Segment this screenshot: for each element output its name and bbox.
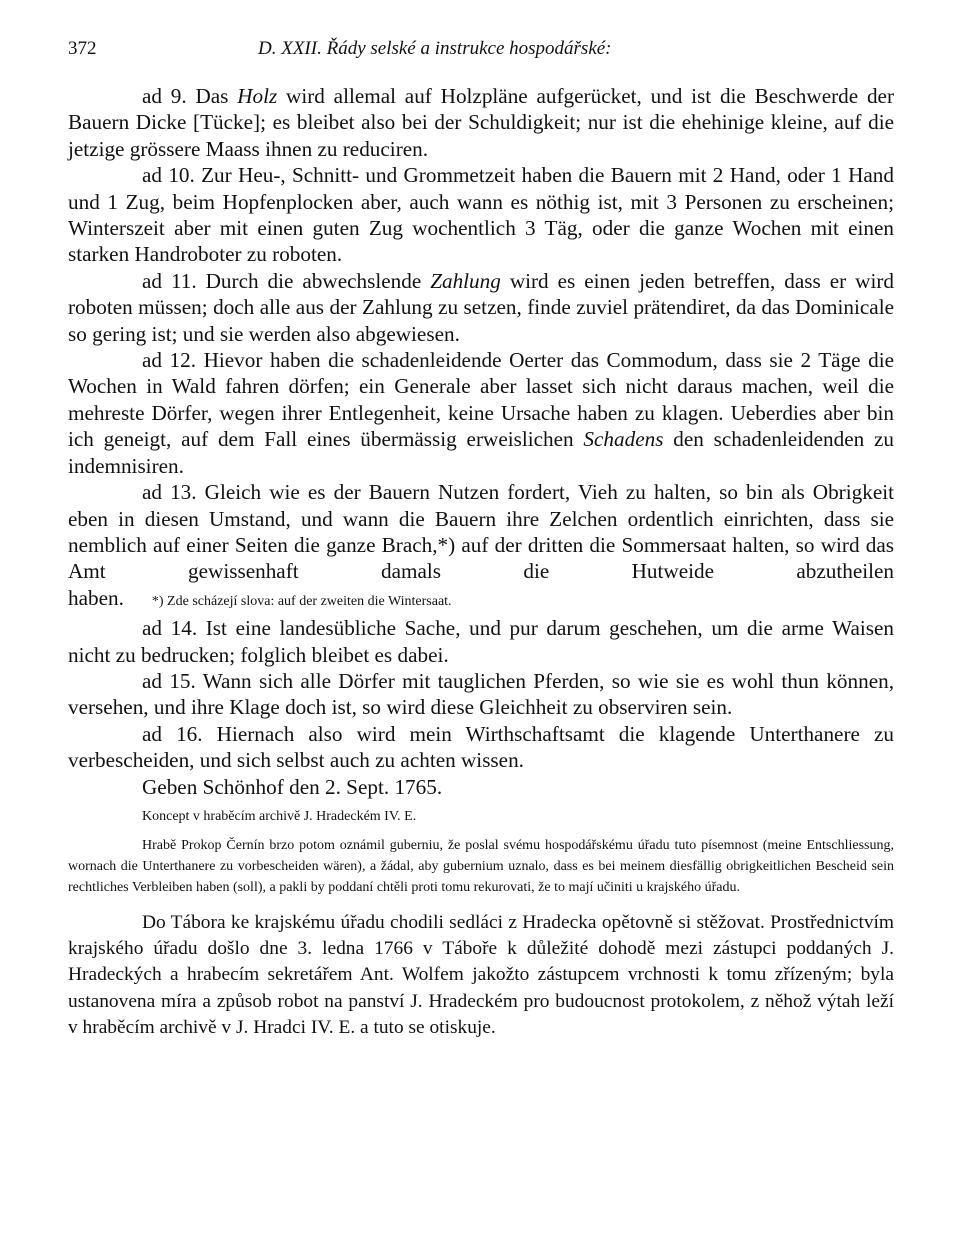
main-text bbox=[68, 83, 894, 800]
source-note: Koncept v hraběcím archivě J. Hradeckém IV. E. bbox=[142, 808, 417, 824]
paragraph-text: ad 12. Hievor haben die schadenleidende Oerter das Commodum, dass sie 2 Täge die Wochen in Wald fahren dörfen; ein Generale aber lasset sich nicht daraus machen, weil die mehreste Dörfer, wegen ihrer Entlegenheit, keine Ursache haben zu klagen. Ueberdies aber bin ich geneigt, auf dem Fall eines übermässig erweislichen bbox=[68, 348, 894, 452]
paragraph-text: wird es einen jeden betreffen, dass er wird roboten müssen; doch alle aus der Zahlung zu setzen, finde zuviel prätendiret, da das Dominicale so gering ist; und sie werden also abgewiesen. bbox=[68, 268, 894, 346]
paragraph-text: wird allemal auf Holzpläne aufgerücket, und ist die Beschwerde der Bauern Dicke [Tücke]; es bleibet also bei der Schuldigkeit; nur ist die ehehinige kleine, auf die jetzige grössere Maass ihnen zu reduciren. bbox=[68, 84, 895, 161]
paragraph-ad-11 bbox=[68, 268, 894, 347]
paragraph-text: ad 13. Gleich wie es der Bauern Nutzen fordert, Vieh zu halten, so bin als Obrigkeit eben in diesen Umstand, und wann die Bauern ihre Zelchen ordentlich einrichten, dass sie nemblich auf einer Seiten die ganze Brach,*) auf der dritten die Sommersaat halten, so wird das Amt gewissenhaft damals die Hutweide abzutheilen haben. bbox=[68, 480, 894, 610]
closing-paragraph: Do Tábora ke krajskému úřadu chodili sedláci z Hradecka opětovně si stěžovat. Prostřednictvím krajského úřadu došlo dne 3. ledna 1766 v Táboře k důležité dohodě mezi zástupci poddaných J. Hradeckých a hrabecím sekretářem Ant. Wolfem jakožto zástupcem vrchnosti k tomu zřízeným; byla ustanovena míra a způsob robot na panství J. Hradeckém pro budoucnost protokolem, z něhož výtah leží v hraběcím archivě v J. Hradci IV. E. a tuto se otiskuje. bbox=[68, 911, 894, 1038]
paragraph-ad-16: ad 16. Hiernach also wird mein Wirthschaftsamt die klagende Unterthanere zu verbescheiden, und sich selbst auch zu achten wissen. bbox=[68, 721, 894, 773]
footnote: *) Zde scházejí slova: auf der zweiten die Wintersaat. bbox=[151, 593, 452, 609]
editorial-comment: Hrabě Prokop Černín brzo potom oznámil guberniu, že poslal svému hospodářskému úřadu tuto písemnost (meine Entschliessung, wornach die Unterthanere zu vorbescheiden wären), a žádal, aby gubernium uznalo, dass es bei meinem diesfällig obrigkeitlichen Bescheid sein rechtliches Verbleiben haben (soll), a pakli by poddaní chtěli proti tomu rekurovati, že to mají učiniti u krajského úřadu. bbox=[68, 837, 894, 895]
paragraph-ad-13 bbox=[68, 479, 894, 615]
running-title: D. XXII. Řády selské a instrukce hospodářské: bbox=[258, 38, 612, 59]
paragraph-text: ad 10. Zur Heu-, Schnitt- und Grommetzeit haben die Bauern mit 2 Hand, oder 1 Hand und 1 Zug, beim Hopfenplocken aber, auch wann es nöthig ist, mit 3 Personen zu erscheinen; Winterszeit aber mit einen guten Zug wochentlich 3 Täg, oder die ganze Wochen mit einen starken Handroboter zu roboten. bbox=[68, 163, 894, 267]
emphasis: Holz bbox=[237, 84, 278, 108]
closing-text bbox=[68, 910, 894, 1041]
page-number: 372 bbox=[68, 38, 97, 59]
paragraph-text: den schadenleidenden zu indemnisiren. bbox=[68, 427, 894, 478]
paragraph-text: ad 9. Das bbox=[142, 84, 238, 108]
paragraph-ad-9 bbox=[68, 83, 894, 162]
paragraph-ad-14: ad 14. Ist eine landesübliche Sache, und pur darum geschehen, um die arme Waisen nicht zu bedrucken; folglich bleibet es dabei. bbox=[68, 616, 894, 667]
emphasis: Zahlung bbox=[430, 268, 501, 293]
page-header bbox=[68, 38, 894, 78]
paragraph-ad-12 bbox=[68, 347, 894, 479]
emphasis: Schadens bbox=[583, 427, 664, 452]
paragraph-ad-10 bbox=[68, 162, 894, 268]
dateline: Geben Schönhof den 2. Sept. 1765. bbox=[142, 774, 443, 799]
paragraph-text: ad 11. Durch die abwechslende bbox=[142, 268, 431, 293]
paragraph-ad-15: ad 15. Wann sich alle Dörfer mit tauglichen Pferden, so wie sie es wohl thun können, versehen, und ihre Klage doch ist, so wird diese Gleichheit zu observiren sein. bbox=[68, 668, 894, 720]
